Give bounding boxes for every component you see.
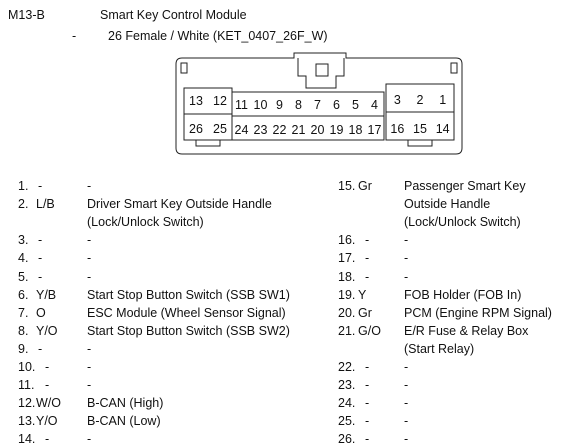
pin-label: 11. xyxy=(18,378,35,393)
wire-color: Y/O xyxy=(36,323,58,338)
connector-latch xyxy=(298,58,344,88)
pin-number-23: 23 xyxy=(253,123,268,137)
wire-color: Gr xyxy=(358,179,372,193)
wire-color: Y/O xyxy=(36,414,58,429)
wire-color: - xyxy=(45,378,50,393)
pin-label: 4. xyxy=(18,251,29,266)
connector-code: M13-B xyxy=(8,8,45,22)
wire-color: - xyxy=(365,378,370,393)
pin-label: 25. xyxy=(338,414,356,429)
pin-number-9: 9 xyxy=(276,98,283,112)
left-key xyxy=(196,140,220,146)
pin-number-4: 4 xyxy=(371,98,378,112)
pin-description: B-CAN (Low) xyxy=(87,414,161,429)
pin-number-13: 13 xyxy=(189,94,203,108)
wire-color: - xyxy=(365,432,370,447)
pin-description: Driver Smart Key Outside Handle (Lock/Unlock Switch) xyxy=(87,197,272,230)
pin-description: - xyxy=(87,378,92,393)
pin-description: B-CAN (High) xyxy=(87,396,164,411)
wire-color: - xyxy=(365,414,370,429)
wire-color: - xyxy=(365,269,370,284)
pin-label: 20. xyxy=(338,305,356,320)
pin-description: - xyxy=(87,269,92,284)
pin-description: - xyxy=(87,179,92,193)
pin-number-16: 16 xyxy=(390,122,405,136)
pin-description: - xyxy=(87,233,92,248)
wire-color: Y/B xyxy=(36,287,57,302)
pin-description: PCM (Engine RPM Signal) xyxy=(404,305,552,320)
pin-number-18: 18 xyxy=(348,123,363,137)
wire-color: - xyxy=(45,360,50,374)
wire-color: - xyxy=(365,396,370,411)
pin-labels xyxy=(189,93,450,137)
pin-number-15: 15 xyxy=(413,122,427,136)
pin-label: 15. xyxy=(338,179,356,193)
pin-number-25: 25 xyxy=(213,122,227,136)
wire-color: - xyxy=(38,269,43,284)
pin-label: 23. xyxy=(338,378,356,393)
pin-description: - xyxy=(87,432,92,447)
subtitle-dash: - xyxy=(72,29,77,43)
pin-label: 1. xyxy=(18,179,29,193)
pin-label: 8. xyxy=(18,323,29,338)
pin-label: 9. xyxy=(18,341,29,356)
pin-description: E/R Fuse & Relay Box (Start Relay) xyxy=(404,323,529,356)
pin-label: 3. xyxy=(18,233,29,248)
pin-number-8: 8 xyxy=(295,98,302,112)
pin-number-20: 20 xyxy=(310,123,325,137)
wire-color: - xyxy=(38,233,43,248)
pin-label: 13. xyxy=(18,414,36,429)
pin-number-1: 1 xyxy=(439,93,447,107)
pin-label: 16. xyxy=(338,233,356,248)
pin-description: - xyxy=(404,360,409,374)
right-key xyxy=(408,140,432,146)
pin-description: - xyxy=(404,432,409,447)
wire-color: O xyxy=(36,305,46,320)
pin-description: - xyxy=(87,341,92,356)
pin-description: Start Stop Button Switch (SSB SW1) xyxy=(87,287,290,302)
pin-number-2: 2 xyxy=(416,93,424,107)
pin-label: 2. xyxy=(18,197,29,212)
pin-label: 18. xyxy=(338,269,356,284)
pin-number-21: 21 xyxy=(291,123,306,137)
pin-label: 22. xyxy=(338,360,356,374)
pin-description: Start Stop Button Switch (SSB SW2) xyxy=(87,323,290,338)
pin-description: Passenger Smart Key Outside Handle (Lock/Unlock Switch) xyxy=(404,179,526,229)
pin-number-10: 10 xyxy=(253,98,268,112)
wire-color: - xyxy=(365,360,370,374)
pin-label: 26. xyxy=(338,432,356,447)
pin-number-12: 12 xyxy=(213,94,227,108)
pin-number-22: 22 xyxy=(272,123,287,137)
wire-color: - xyxy=(38,179,43,193)
pin-number-6: 6 xyxy=(333,98,340,112)
wire-color: - xyxy=(45,432,50,447)
wire-color: Gr xyxy=(358,305,372,320)
pin-label: 17. xyxy=(338,251,356,266)
right-tab xyxy=(451,63,457,73)
pin-number-11: 11 xyxy=(235,98,248,112)
wire-color: G/O xyxy=(358,323,381,338)
pin-description: - xyxy=(87,360,92,374)
pin-description: - xyxy=(87,251,92,266)
pin-number-14: 14 xyxy=(435,122,450,136)
pin-number-26: 26 xyxy=(189,122,203,136)
connector-diagram xyxy=(0,0,568,170)
latch-window xyxy=(316,64,328,76)
pin-number-17: 17 xyxy=(367,123,382,137)
pin-number-19: 19 xyxy=(329,123,344,137)
module-title: Smart Key Control Module xyxy=(100,8,247,22)
pin-label: 5. xyxy=(18,269,29,284)
pin-description: - xyxy=(404,251,409,266)
wire-color: - xyxy=(38,341,43,356)
pin-description: FOB Holder (FOB In) xyxy=(404,287,522,302)
pin-label: 14. xyxy=(18,432,36,447)
pin-description: - xyxy=(404,378,409,393)
pin-description: - xyxy=(404,269,409,284)
wire-color: Y xyxy=(358,287,367,302)
pin-label: 6. xyxy=(18,287,29,302)
wire-color: - xyxy=(38,251,43,266)
pin-label: 10. xyxy=(18,360,36,374)
pin-description: - xyxy=(404,233,409,248)
pin-number-3: 3 xyxy=(393,93,401,107)
pin-label: 24. xyxy=(338,396,356,411)
wire-color: - xyxy=(365,233,370,248)
pin-label: 12. xyxy=(18,396,36,411)
pin-description: ESC Module (Wheel Sensor Signal) xyxy=(87,305,286,320)
wire-color: - xyxy=(365,251,370,266)
connector-subtitle: 26 Female / White (KET_0407_26F_W) xyxy=(108,29,328,43)
pin-number-7: 7 xyxy=(314,98,321,112)
pin-number-24: 24 xyxy=(234,123,249,137)
wire-color: L/B xyxy=(36,197,55,212)
left-tab xyxy=(181,63,187,73)
wire-color: W/O xyxy=(36,396,61,411)
pin-label: 21. xyxy=(338,323,356,338)
pin-label: 7. xyxy=(18,305,29,320)
pin-label: 19. xyxy=(338,287,356,302)
pin-description: - xyxy=(404,396,409,411)
pin-description: - xyxy=(404,414,409,429)
pin-number-5: 5 xyxy=(352,98,359,112)
